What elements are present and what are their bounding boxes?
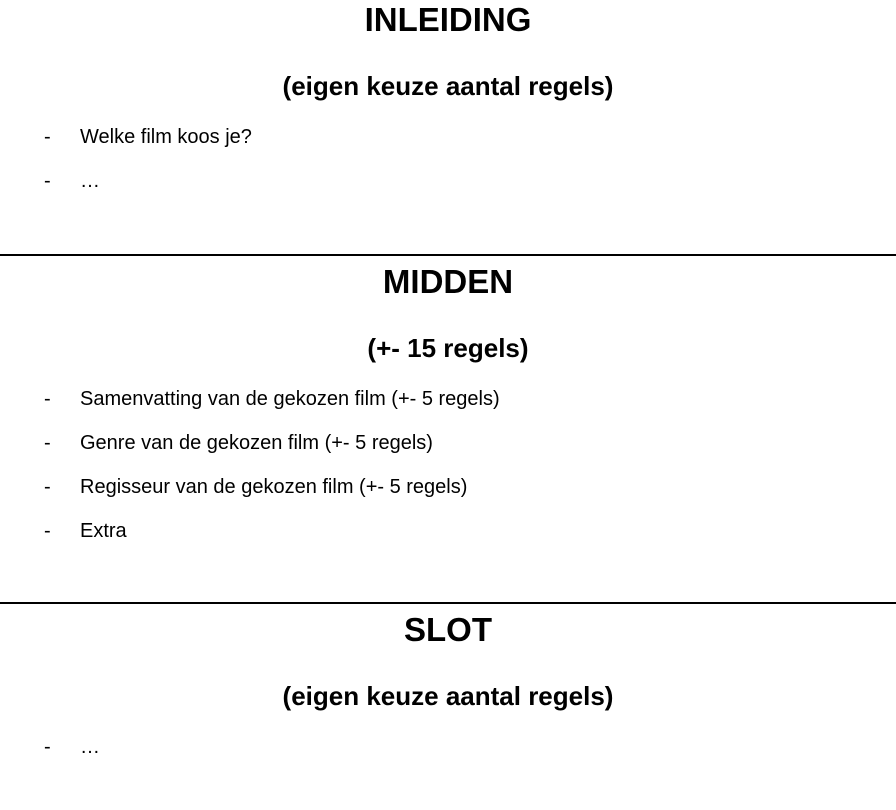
section-title: INLEIDING [364,1,532,38]
list-item-text: Welke film koos je? [80,126,252,148]
bullet-list [0,125,896,213]
section-subtitle: (eigen keuze aantal regels) [282,681,614,711]
list-item-text: Genre van de gekozen film (+- 5 regels) [80,432,433,454]
list-item [0,475,896,519]
bullet-marker: - [44,736,51,758]
list-item-text: … [80,736,100,758]
list-item [0,431,896,475]
bullet-marker: - [44,170,51,192]
list-item [0,519,896,563]
list-item-text: Regisseur van de gekozen film (+- 5 regels) [80,476,468,498]
bullet-marker: - [44,520,51,542]
bullet-marker: - [44,126,51,148]
section-subtitle: (+- 15 regels) [367,333,529,363]
section-title: SLOT [404,611,492,648]
bullet-marker: - [44,388,51,410]
bullet-marker: - [44,476,51,498]
section-title: MIDDEN [382,263,514,300]
list-item [0,387,896,431]
bullet-list [0,735,896,779]
list-item [0,169,896,213]
section-divider [0,254,896,256]
list-item [0,735,896,779]
list-item [0,125,896,169]
section-subtitle: (eigen keuze aantal regels) [282,71,614,101]
bullet-list [0,387,896,563]
bullet-marker: - [44,432,51,454]
list-item-text: … [80,170,100,192]
list-item-text: Extra [80,520,127,542]
list-item-text: Samenvatting van de gekozen film (+- 5 regels) [80,388,500,410]
section-divider [0,602,896,604]
